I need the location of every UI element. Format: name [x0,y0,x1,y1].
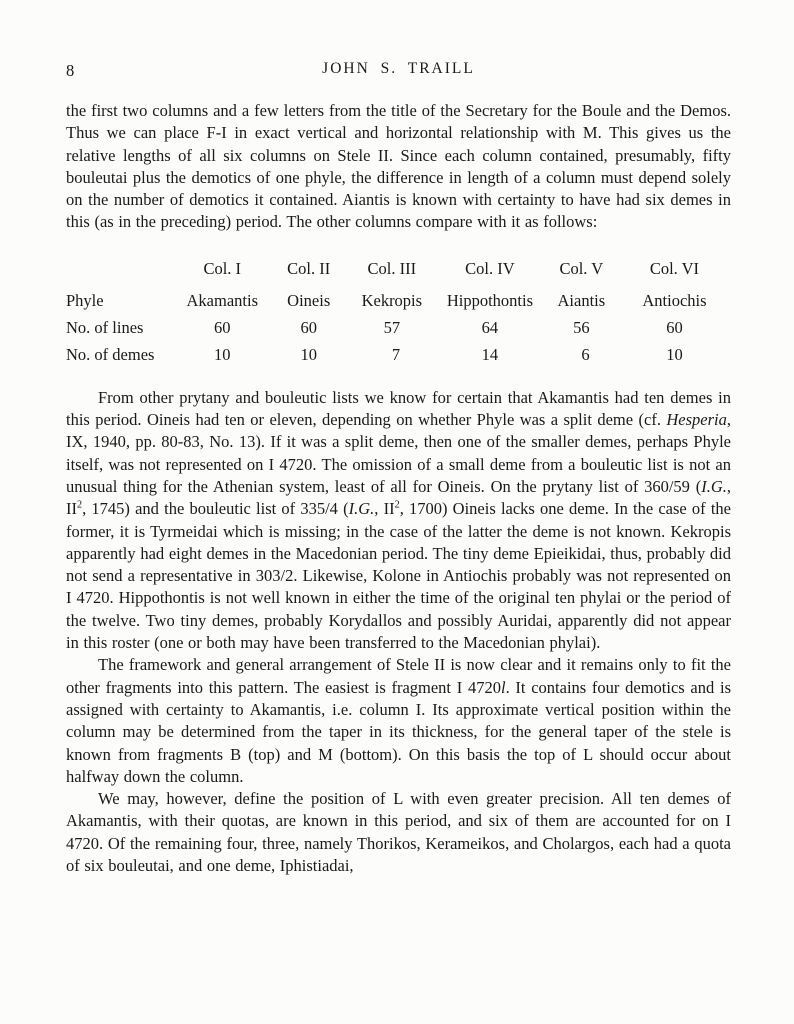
table-cell [176,341,269,368]
table-column-header: Col. III [367,258,417,278]
table-body [66,287,731,368]
italic-run: I.G. [348,499,375,519]
table-cell-number: 57 [383,317,401,337]
table-cell [269,341,349,368]
table-cell-number: 14 [481,344,499,364]
table-head [66,255,731,287]
table-cell [349,314,435,341]
table-corner-cell [66,255,176,287]
table-column-header: Col. VI [649,258,700,278]
page-body [66,100,731,877]
table-cell-number: 60 [300,317,317,337]
table-cell [269,314,349,341]
table-cell-number: 7 [391,344,401,364]
table-cell [618,314,731,341]
table-cell [435,314,545,341]
paragraph-position-of-l [66,788,731,877]
running-header [66,60,731,80]
paragraph-continuation [66,100,731,234]
table-cell-number: 6 [581,344,590,364]
italic-run: l [500,677,506,697]
table-row [66,314,731,341]
table-row-label: No. of demes [66,344,155,364]
table-cell-number: 60 [666,317,683,337]
table-column-header: Col. I [203,258,242,278]
table-cell: Akamantis [186,290,259,310]
superscript-run: 2 [394,499,400,511]
italic-run: I.G. [701,476,727,496]
table-row-label: No. of lines [66,317,144,337]
table-cell: Antiochis [642,290,707,310]
table-row-label: Phyle [66,290,104,310]
text-run: The framework and general arrangement of Stele II is now clear and it remains only to fit the other fragments into this pattern. The easiest is fragment I 4720 [66,655,731,697]
table-cell [545,314,618,341]
table-cell [435,341,545,368]
text-run: the first two columns and a few letters from the title of the Secretary for the Boule and the Demos. Thus we can place F-I in exact vertical and horizontal relationship with M. This gives us the relative lengths of all six columns on Stele II. Since each column contained, presumably, fifty bouleutai plus the demotics of one phyle, the difference in length of a column must depend solely on the number of demotics it contained. Aiantis is known with certainty to have had six demes in this (as in the preceding) period. The other columns compare with it as follows: [66,101,731,232]
text-run: We may, however, define the position of L with even greater precision. All ten demes of Akamantis, with their quotas, are known in this period, and six of them are accounted for on I 4720. Of the remaining four, three, namely Thorikos, Kerameikos, and Cholargos, each had a quota of six bouleutai, and one deme, Iphistiadai, [66,789,731,876]
paragraph-framework [66,654,731,788]
table-cell-number: 56 [573,317,590,337]
table-cell: Aiantis [557,290,606,310]
table-cell: Kekropis [361,290,423,310]
text-run: , 1700) Oineis lacks one deme. In the case of the former, it is Tyrmeidai which is missing; in the case of the latter the deme is not known. Kekropis apparently had eight demes in the Macedonian period. The tiny deme Epieikidai, thus, probably did not send a representative in 303/2. Likewise, Kolone in Antiochis probably was not represented on I 4720. Hippothontis is not well known in either the time of the original ten phylai or the period of the twelve. Two tiny demes, probably Korydallos and possibly Auridai, apparently did not appear in this roster (one or both may have been transferred to the Macedonian phylai). [66,499,732,653]
table-cell-number: 10 [666,344,683,364]
table-cell-number: 10 [214,344,231,364]
page-number: 8 [66,61,75,80]
running-head-author: JOHN S. TRAILL [322,60,475,77]
text-run: , IX, 1940, pp. 80-83, No. 13). If it was a split deme, then one of the smaller demes, perhaps Phyle itself, was not represented on I 4720. The omission of a small deme from a bouleutic list is not an unusual thing for the Athenian system, least of all for Oineis. On the prytany list of 360/59 ( [66,410,731,496]
text-run: , II [374,499,395,519]
table-cell: Hippothontis [446,290,533,310]
table-cell: Oineis [287,290,331,310]
text-run: , II [66,476,731,519]
table-cell-number: 64 [481,317,499,337]
table-row [66,287,731,314]
table-cell-number: 10 [300,344,317,364]
table-cell [349,341,435,368]
table-cell [545,341,618,368]
table-cell [618,341,731,368]
italic-run: Hesperia [666,410,727,430]
table-column-header: Col. V [559,258,604,278]
table-cell-number: 60 [214,317,231,337]
superscript-run: 2 [77,499,83,511]
phyle-columns-table [66,255,731,368]
table-row [66,341,731,368]
text-run: , 1745) and the bouleutic list of 335/4 ( [82,499,349,519]
text-run: From other prytany and bouleutic lists we know for certain that Akamantis had ten demes in this period. Oineis had ten or eleven, depending on whether Phyle was a split deme (cf. [66,387,731,430]
text-run: . It contains four demotics and is assigned with certainty to Akamantis, i.e. column I. Its approximate vertical position within the column may be determined from the taper in its thickness, for the general taper of the stele is known from fragments B (top) and M (bottom). On this basis the top of L should occur about halfway down the column. [66,677,731,786]
table-header-row [66,255,731,287]
table-cell [176,314,269,341]
table-column-header: Col. II [287,258,331,278]
paragraph-deme-counts [66,387,731,655]
table-column-header: Col. IV [465,258,515,278]
